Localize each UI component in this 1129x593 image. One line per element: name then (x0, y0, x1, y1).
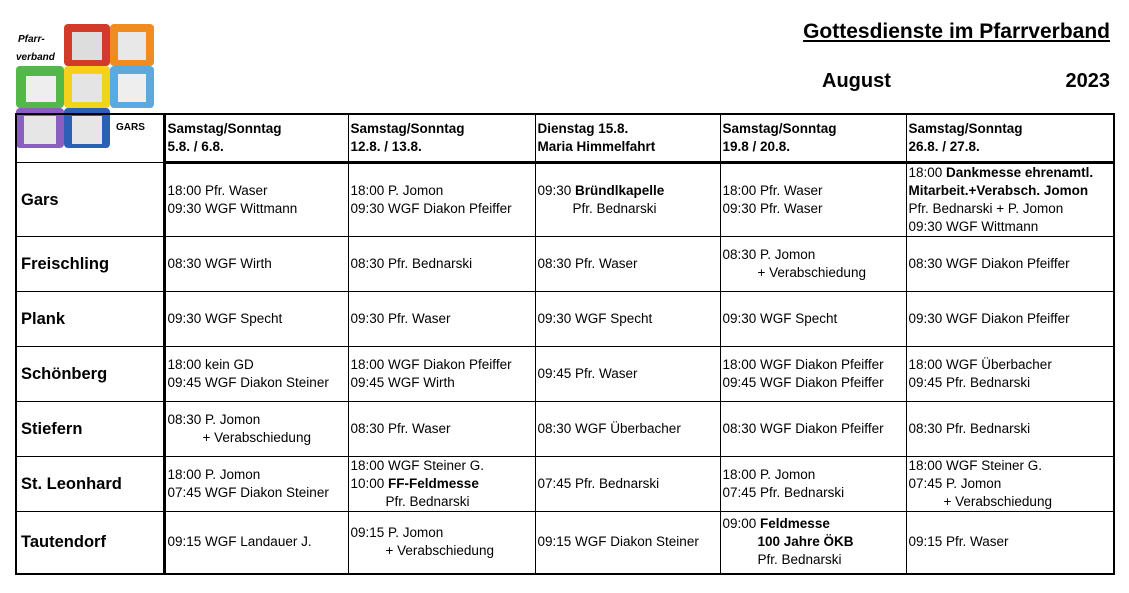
table-cell: 18:00 WGF Überbacher 09:45 Pfr. Bednarski (906, 347, 1114, 402)
table-row (16, 163, 1114, 237)
row-place: Plank (16, 292, 164, 347)
table-cell: 18:00 WGF Diakon Pfeiffer 09:45 WGF Diakon Pfeiffer (720, 347, 906, 402)
table-cell: 08:30 Pfr. Bednarski (906, 402, 1114, 457)
header-row (16, 114, 1114, 163)
column-header: Samstag/Sonntag 19.8 / 20.8. (720, 114, 906, 163)
table-cell: 09:30 WGF Diakon Pfeiffer (906, 292, 1114, 347)
table-cell: 09:30 Pfr. Waser (348, 292, 535, 347)
month-label: August (822, 70, 891, 92)
corner-cell (16, 114, 164, 163)
row-place: Tautendorf (16, 512, 164, 574)
table-cell: 18:00 WGF Steiner G. 07:45 P. Jomon + Verabschiedung (906, 457, 1114, 512)
row-place: Freischling (16, 237, 164, 292)
table-cell: 08:30 WGF Diakon Pfeiffer (906, 237, 1114, 292)
logo-text-bottom: verband (16, 52, 55, 63)
table-cell: 18:00 P. Jomon 07:45 Pfr. Bednarski (720, 457, 906, 512)
table-cell: 09:30 WGF Specht (720, 292, 906, 347)
table-cell: 18:00 Pfr. Waser 09:30 WGF Wittmann (164, 163, 348, 237)
row-place: Schönberg (16, 347, 164, 402)
table-cell: 09:15 P. Jomon + Verabschiedung (348, 512, 535, 574)
table-cell: 08:30 Pfr. Bednarski (348, 237, 535, 292)
table-cell: 09:15 WGF Landauer J. (164, 512, 348, 574)
table-cell: 09:15 Pfr. Waser (906, 512, 1114, 574)
table-cell: 09:00 Feldmesse 100 Jahre ÖKB Pfr. Bednarski (720, 512, 906, 574)
row-place: Stiefern (16, 402, 164, 457)
table-cell: 18:00 WGF Diakon Pfeiffer 09:45 WGF Wirth (348, 347, 535, 402)
column-header: Samstag/Sonntag 5.8. / 6.8. (164, 114, 348, 163)
table-cell: 09:30 Bründlkapelle Pfr. Bednarski (535, 163, 720, 237)
schedule-table (15, 113, 1115, 575)
table-row (16, 237, 1114, 292)
table-cell: 18:00 Dankmesse ehrenamtl. Mitarbeit.+Verabsch. Jomon Pfr. Bednarski + P. Jomon 09:30 WGF Wittmann (906, 163, 1114, 237)
row-place: St. Leonhard (16, 457, 164, 512)
logo-text-top: Pfarr- (18, 34, 45, 45)
table-cell: 08:30 WGF Überbacher (535, 402, 720, 457)
table-cell: 18:00 P. Jomon 09:30 WGF Diakon Pfeiffer (348, 163, 535, 237)
year-label: 2023 (1065, 70, 1110, 92)
table-cell: 08:30 WGF Diakon Pfeiffer (720, 402, 906, 457)
table-cell: 18:00 Pfr. Waser 09:30 Pfr. Waser (720, 163, 906, 237)
table-row (16, 292, 1114, 347)
table-cell: 08:30 Pfr. Waser (535, 237, 720, 292)
table-row (16, 402, 1114, 457)
table-cell: 18:00 P. Jomon 07:45 WGF Diakon Steiner (164, 457, 348, 512)
table-row (16, 347, 1114, 402)
table-cell: 08:30 WGF Wirth (164, 237, 348, 292)
table-cell: 09:45 Pfr. Waser (535, 347, 720, 402)
table-cell: 09:30 WGF Specht (164, 292, 348, 347)
page-title: Gottesdienste im Pfarrverband (803, 20, 1110, 43)
table-cell: 18:00 kein GD 09:45 WGF Diakon Steiner (164, 347, 348, 402)
table-row (16, 457, 1114, 512)
table-cell: 09:30 WGF Specht (535, 292, 720, 347)
table-cell: 08:30 Pfr. Waser (348, 402, 535, 457)
table-row (16, 512, 1114, 574)
column-header: Dienstag 15.8. Maria Himmelfahrt (535, 114, 720, 163)
row-place: Gars (16, 163, 164, 237)
table-cell: 08:30 P. Jomon + Verabschiedung (720, 237, 906, 292)
column-header: Samstag/Sonntag 12.8. / 13.8. (348, 114, 535, 163)
table-cell: 08:30 P. Jomon + Verabschiedung (164, 402, 348, 457)
table-cell: 07:45 Pfr. Bednarski (535, 457, 720, 512)
table-cell: 18:00 WGF Steiner G. 10:00 FF-Feldmesse Pfr. Bednarski (348, 457, 535, 512)
logo-text-gars: GARS (116, 122, 145, 133)
table-cell: 09:15 WGF Diakon Steiner (535, 512, 720, 574)
column-header: Samstag/Sonntag 26.8. / 27.8. (906, 114, 1114, 163)
